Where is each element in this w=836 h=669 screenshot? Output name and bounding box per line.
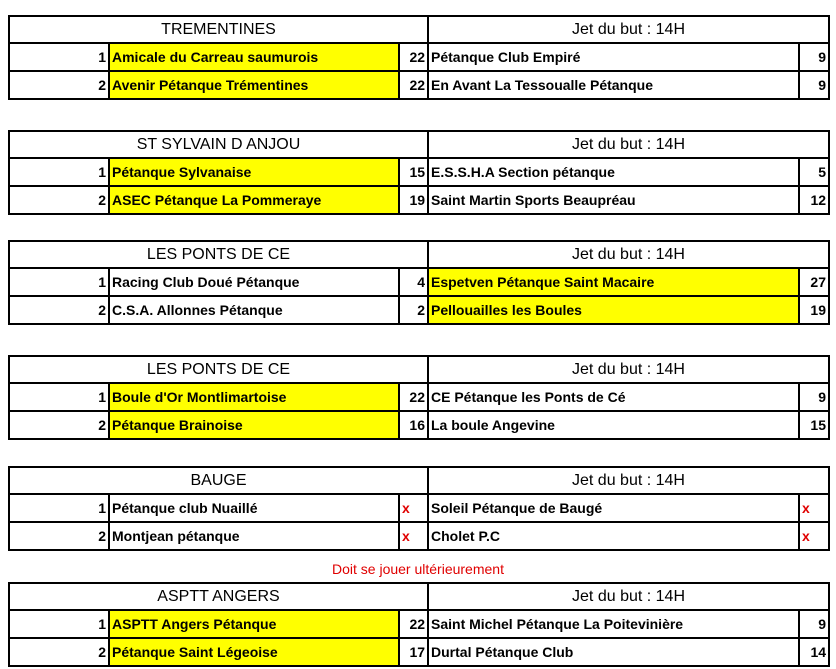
match-number: 1 <box>9 610 109 638</box>
away-score: x <box>799 522 829 550</box>
away-team: Soleil Pétanque de Baugé <box>428 494 799 522</box>
away-score: 12 <box>799 186 829 214</box>
match-row <box>9 522 829 550</box>
home-score: 22 <box>399 71 428 99</box>
match-group <box>8 130 828 215</box>
home-score: 16 <box>399 411 428 439</box>
match-table <box>8 466 830 551</box>
match-number: 2 <box>9 186 109 214</box>
away-team: Saint Martin Sports Beaupréau <box>428 186 799 214</box>
start-time: Jet du but : 14H <box>428 356 829 383</box>
match-group <box>8 355 828 440</box>
match-group <box>8 240 828 325</box>
home-team: Pétanque Brainoise <box>109 411 399 439</box>
home-team: ASPTT Angers Pétanque <box>109 610 399 638</box>
match-number: 1 <box>9 383 109 411</box>
home-score: 4 <box>399 268 428 296</box>
postponed-note: Doit se jouer ultérieurement <box>332 561 504 577</box>
away-team: Cholet P.C <box>428 522 799 550</box>
home-score: 22 <box>399 383 428 411</box>
away-score: 9 <box>799 610 829 638</box>
home-score: 15 <box>399 158 428 186</box>
home-team: Boule d'Or Montlimartoise <box>109 383 399 411</box>
away-score: 19 <box>799 296 829 324</box>
away-score: 14 <box>799 638 829 666</box>
home-team: Pétanque Saint Légeoise <box>109 638 399 666</box>
match-row <box>9 43 829 71</box>
venue-title: TREMENTINES <box>9 16 428 43</box>
start-time: Jet du but : 14H <box>428 241 829 268</box>
match-row <box>9 268 829 296</box>
match-number: 2 <box>9 638 109 666</box>
start-time: Jet du but : 14H <box>428 583 829 610</box>
home-score: 17 <box>399 638 428 666</box>
match-row <box>9 383 829 411</box>
match-row <box>9 411 829 439</box>
away-team: E.S.S.H.A Section pétanque <box>428 158 799 186</box>
match-row <box>9 71 829 99</box>
start-time: Jet du but : 14H <box>428 131 829 158</box>
away-score: 5 <box>799 158 829 186</box>
match-number: 2 <box>9 71 109 99</box>
away-score: 15 <box>799 411 829 439</box>
home-team: Pétanque club Nuaillé <box>109 494 399 522</box>
home-team: C.S.A. Allonnes Pétanque <box>109 296 399 324</box>
home-score: x <box>399 494 428 522</box>
match-row <box>9 638 829 666</box>
match-number: 1 <box>9 494 109 522</box>
home-team: ASEC Pétanque La Pommeraye <box>109 186 399 214</box>
match-table <box>8 15 830 100</box>
match-number: 2 <box>9 411 109 439</box>
venue-title: BAUGE <box>9 467 428 494</box>
away-team: Pellouailles les Boules <box>428 296 799 324</box>
home-score: 22 <box>399 43 428 71</box>
away-team: Espetven Pétanque Saint Macaire <box>428 268 799 296</box>
match-table <box>8 130 830 215</box>
match-table <box>8 355 830 440</box>
home-team: Montjean pétanque <box>109 522 399 550</box>
away-score: 9 <box>799 43 829 71</box>
home-score: x <box>399 522 428 550</box>
home-score: 19 <box>399 186 428 214</box>
venue-title: ST SYLVAIN D ANJOU <box>9 131 428 158</box>
away-team: Pétanque Club Empiré <box>428 43 799 71</box>
match-group <box>8 466 828 551</box>
away-team: En Avant La Tessoualle Pétanque <box>428 71 799 99</box>
away-score: 9 <box>799 383 829 411</box>
match-group <box>8 15 828 100</box>
match-row <box>9 494 829 522</box>
match-row <box>9 296 829 324</box>
match-row <box>9 158 829 186</box>
match-number: 1 <box>9 268 109 296</box>
home-team: Racing Club Doué Pétanque <box>109 268 399 296</box>
start-time: Jet du but : 14H <box>428 16 829 43</box>
home-team: Amicale du Carreau saumurois <box>109 43 399 71</box>
venue-title: LES PONTS DE CE <box>9 356 428 383</box>
match-number: 1 <box>9 43 109 71</box>
venue-title: ASPTT ANGERS <box>9 583 428 610</box>
match-number: 2 <box>9 296 109 324</box>
match-table <box>8 582 830 667</box>
match-group <box>8 582 828 667</box>
match-row <box>9 610 829 638</box>
away-score: 9 <box>799 71 829 99</box>
match-row <box>9 186 829 214</box>
venue-title: LES PONTS DE CE <box>9 241 428 268</box>
away-score: 27 <box>799 268 829 296</box>
match-number: 1 <box>9 158 109 186</box>
away-team: Durtal Pétanque Club <box>428 638 799 666</box>
start-time: Jet du but : 14H <box>428 467 829 494</box>
away-team: La boule Angevine <box>428 411 799 439</box>
match-table <box>8 240 830 325</box>
home-team: Pétanque Sylvanaise <box>109 158 399 186</box>
away-score: x <box>799 494 829 522</box>
home-score: 22 <box>399 610 428 638</box>
match-number: 2 <box>9 522 109 550</box>
away-team: Saint Michel Pétanque La Poitevinière <box>428 610 799 638</box>
home-score: 2 <box>399 296 428 324</box>
away-team: CE Pétanque les Ponts de Cé <box>428 383 799 411</box>
home-team: Avenir Pétanque Trémentines <box>109 71 399 99</box>
